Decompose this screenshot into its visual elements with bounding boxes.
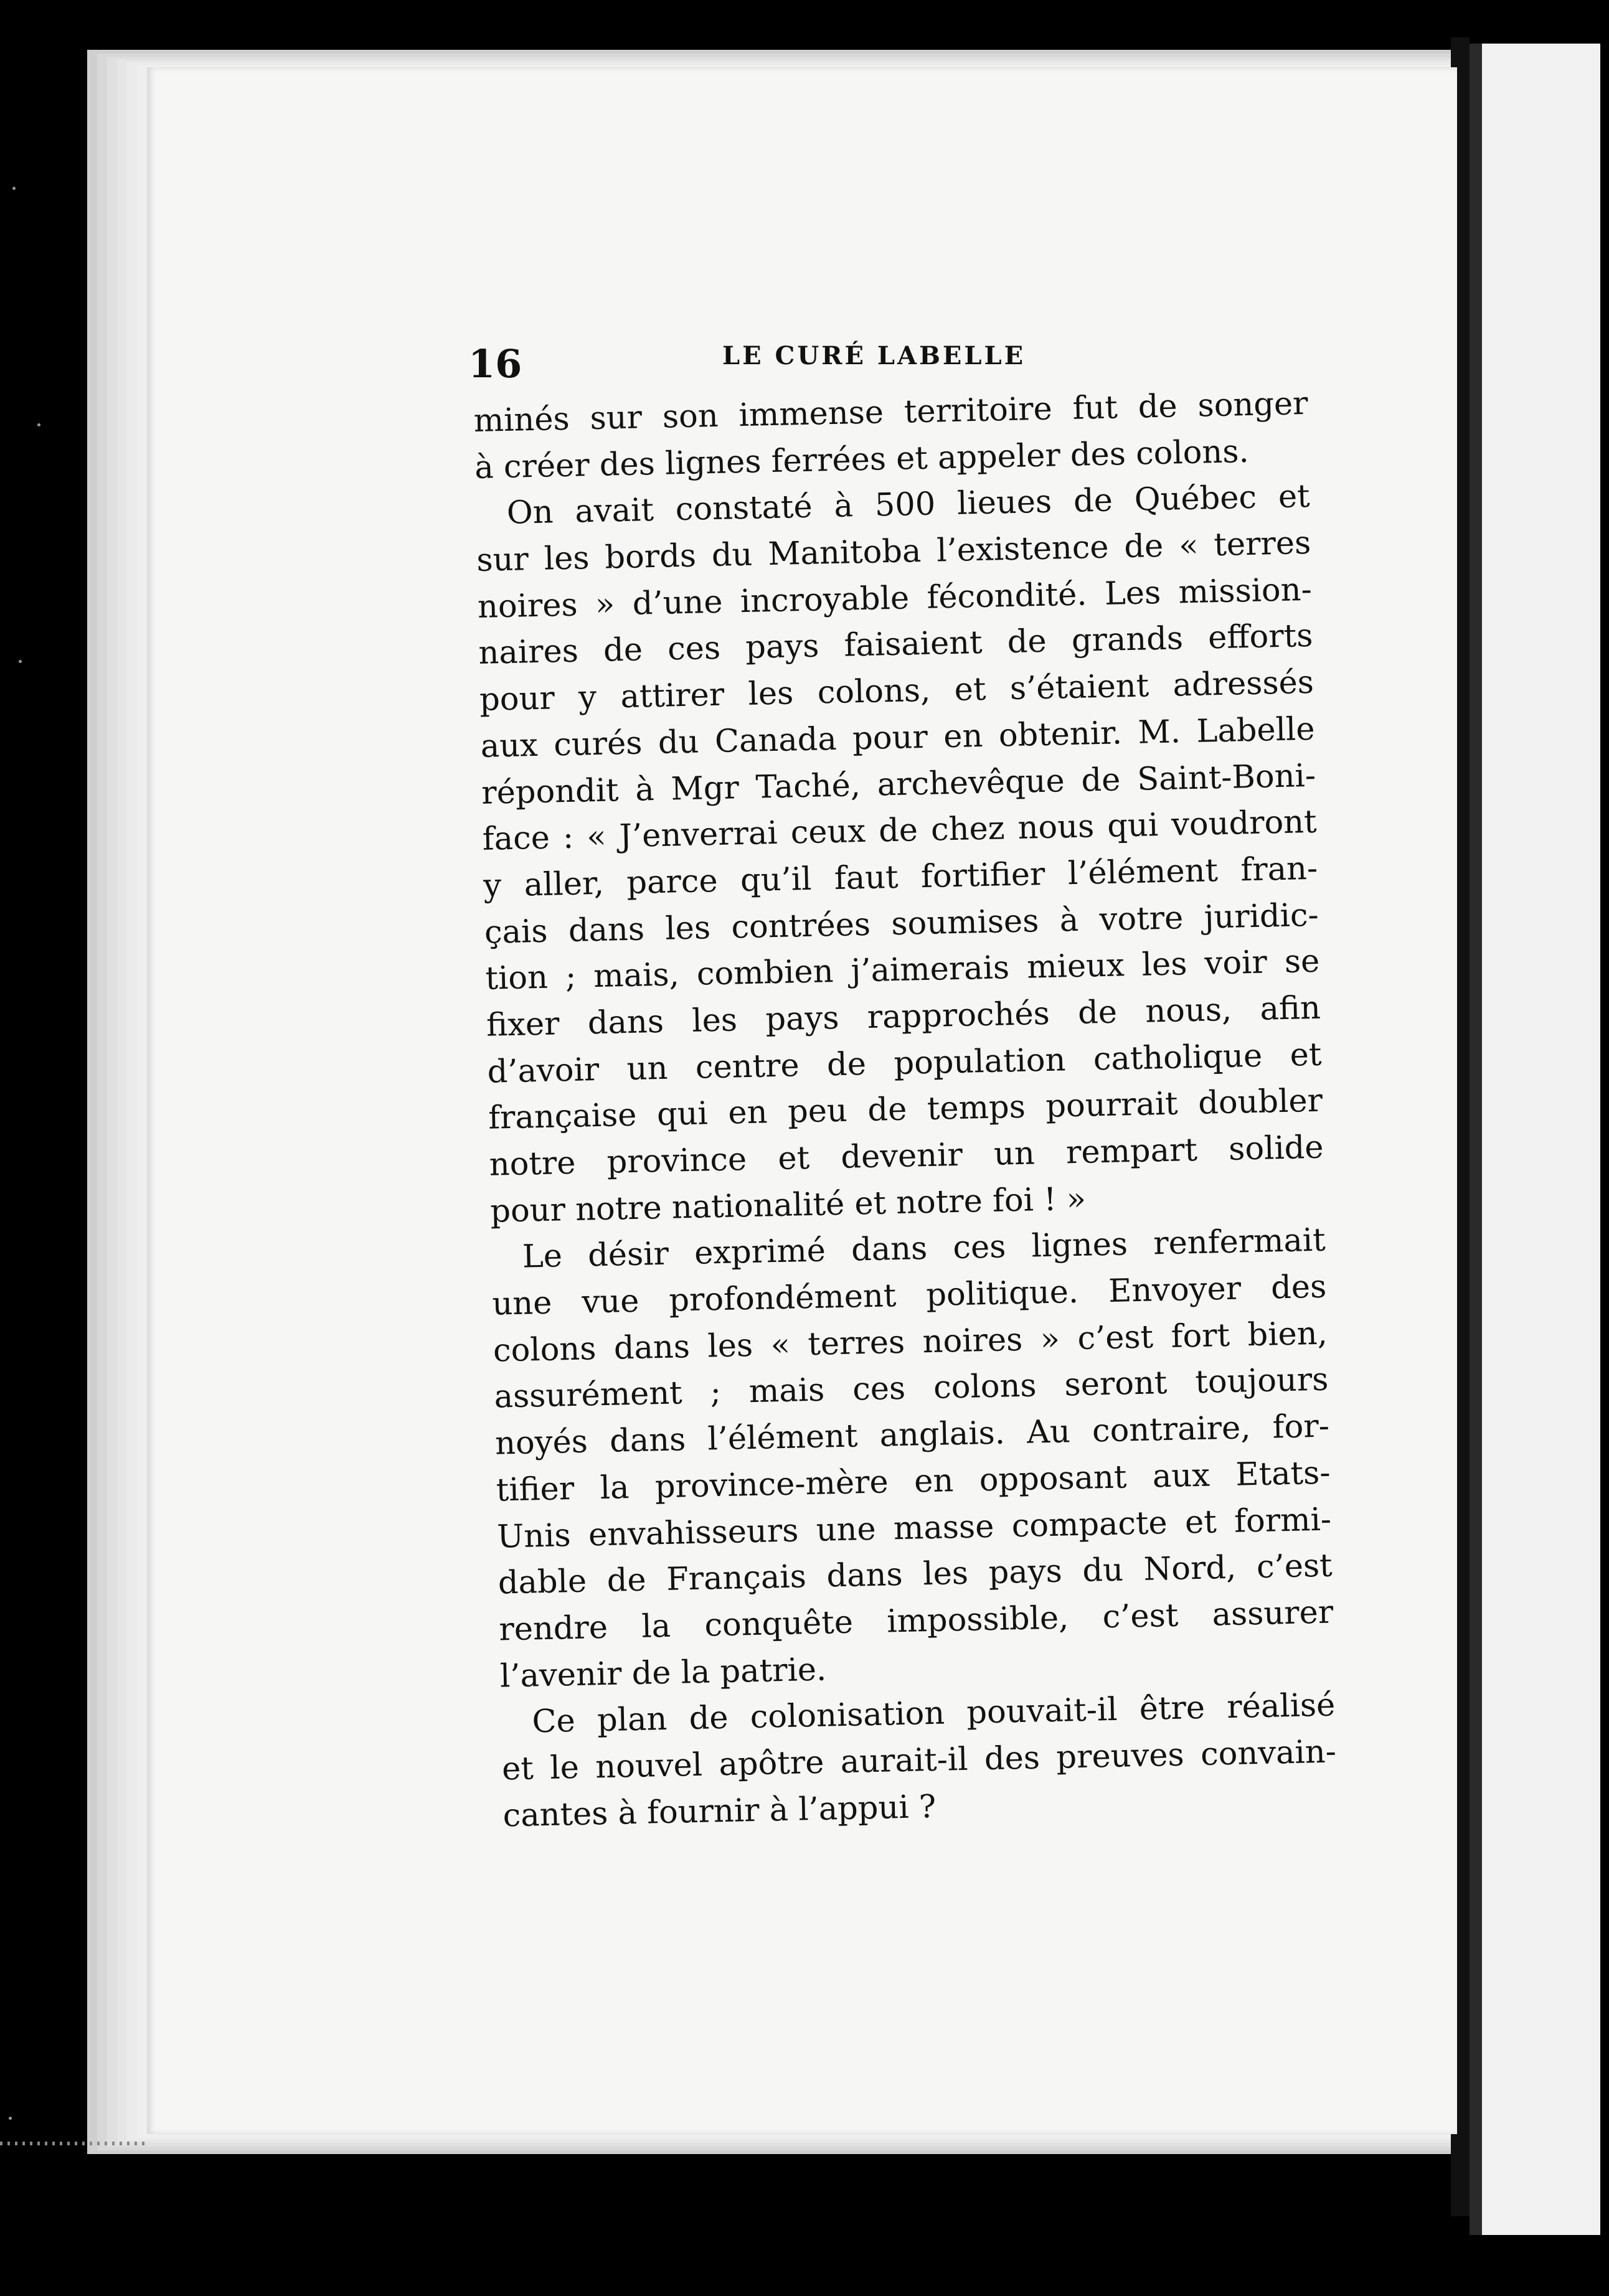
text-line: sur les bords du Manitoba l’existence de « terres <box>476 524 1311 579</box>
scan-speck <box>9 2117 12 2120</box>
text-line: notre province et devenir un rempart solide <box>489 1129 1324 1183</box>
text-line: face : « J’enverrai ceux de chez nous qui voudront <box>482 803 1318 859</box>
text-line: d’avoir un centre de population catholique et <box>487 1036 1322 1091</box>
text-line: française qui en peu de temps pourrait doubler <box>488 1083 1323 1137</box>
scan-speck <box>19 660 22 663</box>
text-line: à créer des lignes ferrées et appeler des colons. <box>474 433 1250 486</box>
text-line: colons dans les « terres noires » c’est fort bien, <box>493 1315 1328 1370</box>
text-line: y aller, parce qu’il faut fortifier l’élément fran- <box>483 850 1318 905</box>
text-line: rendre la conquête impossible, c’est assurer <box>498 1594 1334 1649</box>
body-text <box>473 381 1338 1840</box>
text-line: minés sur son immense territoire fut de songer <box>473 385 1309 440</box>
text-line: Ce plan de colonisation pouvait-il être réalisé <box>531 1687 1336 1741</box>
text-line: pour notre nationalité et notre foi ! » <box>489 1180 1087 1230</box>
text-line: dable de Français dans les pays du Nord, c’est <box>498 1547 1333 1602</box>
text-line: tifier la province-mère en opposant aux Etats- <box>496 1454 1331 1509</box>
page-number: 16 <box>468 341 522 387</box>
facing-page-shadow <box>1470 44 1482 2235</box>
text-line: Le désir exprimé dans ces lignes renfermait <box>522 1222 1326 1276</box>
scan-speck <box>37 423 40 426</box>
text-line: Unis envahisseurs une masse compacte et formi- <box>496 1501 1332 1556</box>
text-line: pour y attirer les colons, et s’étaient adressés <box>479 664 1314 719</box>
text-line: fixer dans les pays rapprochés de nous, afin <box>486 989 1321 1044</box>
text-line: et le nouvel apôtre aurait-il des preuves convain- <box>501 1733 1337 1788</box>
scan-speck <box>12 187 16 190</box>
text-line: noires » d’une incroyable fécondité. Les mission- <box>477 571 1313 626</box>
running-title: LE CURÉ LABELLE <box>722 341 1026 370</box>
scan-artifact <box>0 2142 149 2145</box>
text-line: assurément ; mais ces colons seront toujours <box>493 1362 1329 1416</box>
text-line: çais dans les contrées soumises à votre juridic- <box>484 896 1319 951</box>
text-line: aux curés du Canada pour en obtenir. M. Labelle <box>480 710 1316 765</box>
text-line: l’avenir de la patrie. <box>499 1651 827 1695</box>
text-line: une vue profondément politique. Envoyer des <box>491 1268 1327 1323</box>
text-line: tion ; mais, combien j’aimerais mieux les voir se <box>484 943 1320 998</box>
text-line: cantes à fournir à l’appui ? <box>503 1788 937 1835</box>
text-line: noyés dans l’élément anglais. Au contraire, for- <box>494 1408 1330 1462</box>
text-line: naires de ces pays faisaient de grands efforts <box>478 618 1313 672</box>
facing-page-edge <box>1470 44 1600 2235</box>
text-line: On avait constaté à 500 lieues de Québec et <box>506 478 1311 532</box>
text-line: répondit à Mgr Taché, archevêque de Saint-Boni- <box>481 757 1316 812</box>
